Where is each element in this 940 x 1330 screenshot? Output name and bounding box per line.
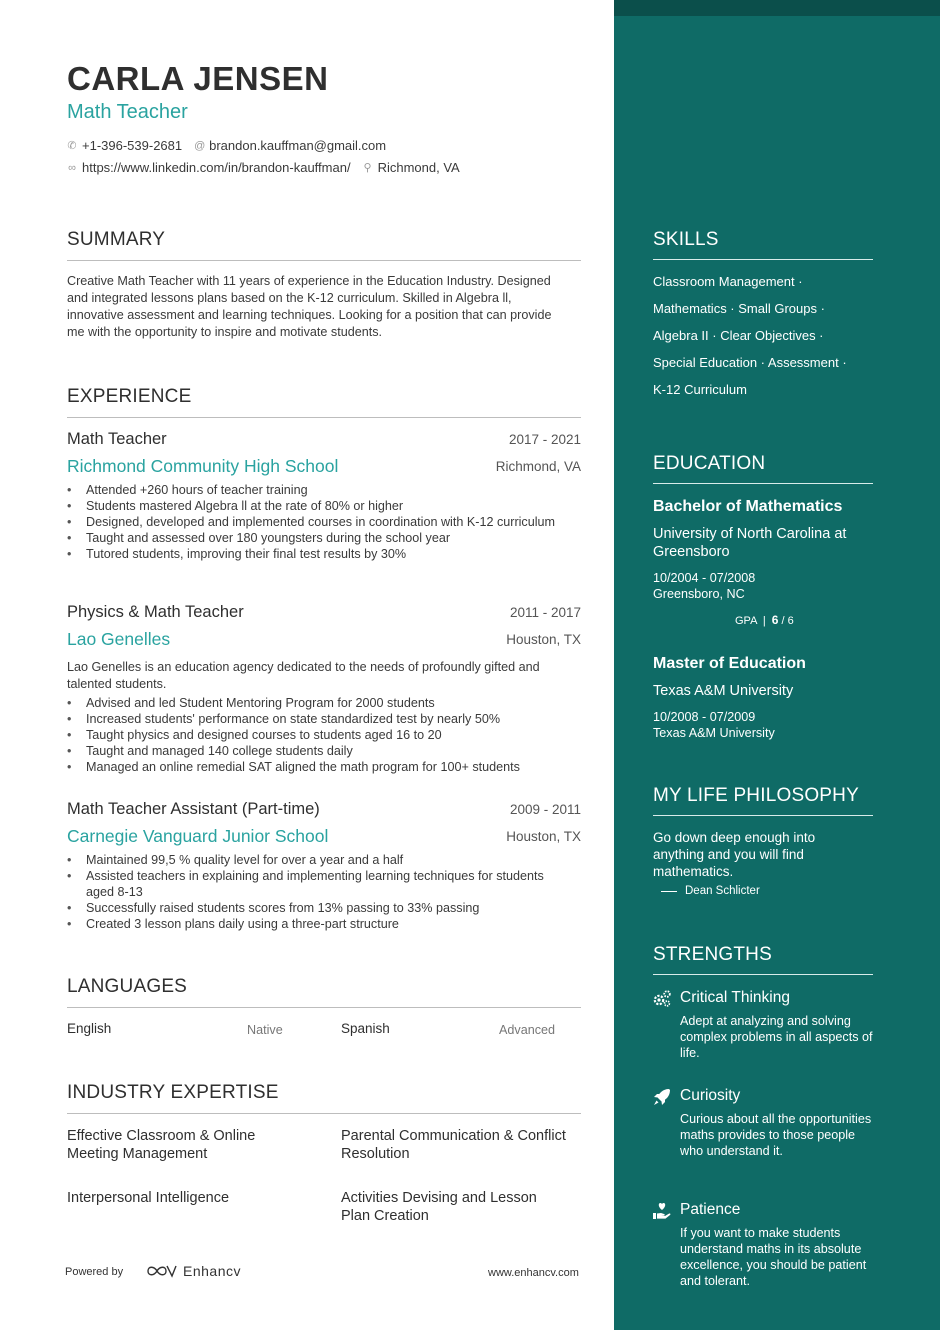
edu-location: Greensboro, NC <box>653 587 745 601</box>
gpa-max: 6 <box>787 615 794 627</box>
powered-by-label: Powered by <box>65 1266 124 1278</box>
edu-degree: Bachelor of Mathematics <box>653 498 843 515</box>
email-address[interactable]: brandon.kauffman@gmail.com <box>209 138 387 153</box>
philosophy-quote: Go down deep enough into anything and you will find mathematics. <box>653 830 816 879</box>
edu-dates: 10/2008 - 07/2009 <box>653 710 756 724</box>
expertise-heading: INDUSTRY EXPERTISE <box>67 1082 581 1114</box>
list-item: • Taught physics and designed courses to students aged 16 to 20 <box>67 727 567 743</box>
job-location: Houston, TX <box>506 829 581 844</box>
summary-text: Creative Math Teacher with 11 years of experience in the Education Industry. Designed and integrated lessons plans based on the K-12 curriculum. Skilled in Algebra ll, innovative assessment and learning techniques. Looking for a position that can provide me with the opportunity to inspire and motivate students. <box>67 274 552 339</box>
experience-heading: EXPERIENCE <box>67 386 581 418</box>
strength-title: Curiosity <box>680 1087 741 1104</box>
hand-heart-icon <box>652 1201 672 1221</box>
location-pin-icon: ⚲ <box>363 162 372 174</box>
job-company: Carnegie Vanguard Junior School <box>67 826 329 846</box>
linkedin-url[interactable]: https://www.linkedin.com/in/brandon-kauffman/ <box>82 160 351 175</box>
list-item: • Taught and assessed over 180 youngsters during the school year <box>67 530 567 546</box>
list-item: • Taught and managed 140 college students daily <box>67 743 567 759</box>
sidebar <box>614 0 940 1330</box>
gpa-label: GPA <box>735 615 757 627</box>
skills-heading: SKILLS <box>653 229 873 260</box>
list-item: • Created 3 lesson plans daily using a three-part structure <box>67 916 567 932</box>
language-name: English <box>67 1021 112 1036</box>
job-bullets <box>67 852 567 932</box>
expertise-item: Effective Classroom & Online Meeting Management <box>67 1128 256 1162</box>
candidate-name: CARLA JENSEN <box>67 60 329 97</box>
candidate-role: Math Teacher <box>67 101 188 123</box>
contact-row-1 <box>67 138 386 153</box>
job-company: Lao Genelles <box>67 629 171 649</box>
list-item: • Maintained 99,5 % quality level for over a year and a half <box>67 852 567 868</box>
phone-number[interactable]: +1-396-539-2681 <box>82 138 183 153</box>
edu-location: Texas A&M University <box>653 726 775 740</box>
expertise-item: Activities Devising and Lesson Plan Creation <box>341 1190 537 1224</box>
list-item: • Successfully raised students scores from 13% passing to 33% passing <box>67 900 567 916</box>
job-description: Lao Genelles is an education agency dedicated to the needs of profoundly gifted and talented students. <box>67 660 540 691</box>
edu-dates: 10/2004 - 07/2008 <box>653 571 756 585</box>
job-title: Math Teacher <box>67 430 167 448</box>
job-dates: 2009 - 2011 <box>509 802 581 817</box>
enhancv-brand: Enhancv <box>183 1263 241 1279</box>
list-item: • Advised and led Student Mentoring Program for 2000 students <box>67 695 567 711</box>
job-title: Physics & Math Teacher <box>67 603 244 621</box>
sidebar-top-bar <box>614 0 940 16</box>
edu-school: University of North Carolina at Greensboro <box>653 526 847 560</box>
language-level: Advanced <box>499 1023 556 1037</box>
list-item: • Tutored students, improving their final test results by 30% <box>67 546 567 562</box>
quote-dash <box>661 891 677 892</box>
job-location: Richmond, VA <box>495 459 581 474</box>
strength-title: Critical Thinking <box>680 989 790 1006</box>
quote-author-name: Dean Schlicter <box>685 885 760 897</box>
skill-line: Classroom Management · <box>653 274 803 289</box>
language-name: Spanish <box>341 1021 390 1036</box>
job-title: Math Teacher Assistant (Part-time) <box>67 800 320 818</box>
job-dates: 2011 - 2017 <box>509 605 581 620</box>
email-icon: @ <box>194 139 206 152</box>
footer-url[interactable]: www.enhancv.com <box>488 1267 579 1279</box>
list-item: • Students mastered Algebra ll at the rate of 80% or higher <box>67 498 567 514</box>
strength-description: Curious about all the opportunities maths provides to those people who understand it. <box>680 1112 872 1158</box>
skill-line: Mathematics · Small Groups · <box>653 301 825 316</box>
list-item: • Increased students' performance on state standardized test by nearly 50% <box>67 711 567 727</box>
list-item: • Attended +260 hours of teacher training <box>67 482 567 498</box>
edu-school: Texas A&M University <box>653 683 794 699</box>
list-item: • Assisted teachers in explaining and implementing learning techniques for students aged 8-13 <box>67 868 567 900</box>
strength-title: Patience <box>680 1201 741 1218</box>
phone-icon: ✆ <box>67 140 77 152</box>
job-dates: 2017 - 2021 <box>508 432 581 447</box>
gears-icon <box>652 989 672 1009</box>
strength-description: Adept at analyzing and solving complex problems in all aspects of life. <box>680 1014 873 1060</box>
language-level: Native <box>247 1023 283 1037</box>
skill-line: Special Education · Assessment · <box>653 355 847 370</box>
enhancv-logo-icon <box>145 1262 177 1280</box>
enhancv-logo[interactable] <box>145 1262 241 1280</box>
skill-line: Algebra II · Clear Objectives · <box>653 328 824 343</box>
job-bullets <box>67 482 567 562</box>
rocket-icon <box>652 1087 672 1107</box>
location-text: Richmond, VA <box>377 160 460 175</box>
skill-line: K-12 Curriculum <box>653 382 747 397</box>
contact-row-2 <box>67 160 460 175</box>
edu-gpa: GPA | 6 / 6 <box>735 613 794 627</box>
job-location: Houston, TX <box>506 632 581 647</box>
summary-heading: SUMMARY <box>67 229 581 261</box>
quote-author <box>661 885 760 897</box>
list-item: • Designed, developed and implemented courses in coordination with K-12 curriculum <box>67 514 567 530</box>
strengths-heading: STRENGTHS <box>653 944 873 975</box>
job-company: Richmond Community High School <box>67 456 339 476</box>
expertise-item: Interpersonal Intelligence <box>67 1190 230 1206</box>
languages-heading: LANGUAGES <box>67 976 581 1008</box>
list-item: • Managed an online remedial SAT aligned the math program for 100+ students <box>67 759 567 775</box>
link-icon: ∞ <box>68 161 76 174</box>
education-heading: EDUCATION <box>653 453 873 484</box>
gpa-value: 6 <box>771 613 779 627</box>
expertise-item: Parental Communication & Conflict Resolution <box>341 1128 566 1162</box>
strength-description: If you want to make students understand maths in its absolute excellence, you should be patient and tolerant. <box>680 1226 867 1288</box>
philosophy-heading: MY LIFE PHILOSOPHY <box>653 785 873 816</box>
job-bullets <box>67 695 567 775</box>
edu-degree: Master of Education <box>653 655 806 672</box>
